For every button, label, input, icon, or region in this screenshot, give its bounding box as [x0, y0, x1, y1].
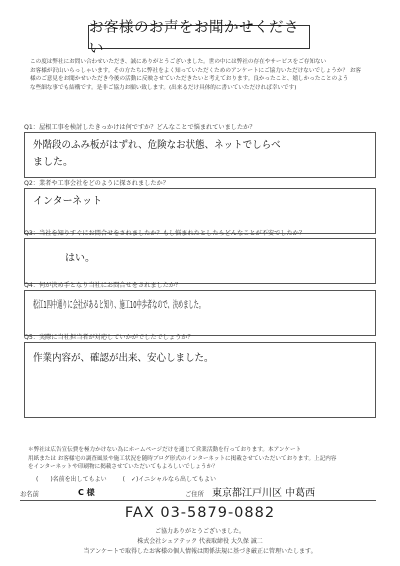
option-initials[interactable]: ( ✓)イニシャルなら出してもよい [122, 476, 216, 483]
page-title: お客様のお声をお聞かせください [88, 25, 310, 49]
answer-1-line-2: ました。 [33, 157, 73, 168]
intro-text [30, 58, 375, 92]
question-block-1 [24, 124, 376, 178]
answer-box-1 [24, 132, 376, 178]
answer-4-line-1: 松江1四中通りに会社があると知り、施工10中歩者なので、決めました。 [33, 300, 205, 311]
question-block-5 [24, 334, 376, 418]
question-3: Q3：当社を知りすぐにお問合せをされましたか？もし悩まれたとしたらどんなことが不安でしたか？ [24, 230, 306, 237]
note-line: ＊弊社は広告宣伝費を極力かけない為にホームページだけを通じて営業活動を行っております。本アンケート [28, 447, 302, 453]
note-line: 用紙または お客様宅の調査風景や施工状況を随時ブログ形式のインターネットに掲載させていただいております。上記内容 [28, 455, 337, 462]
question-4: Q4：何が決め手となり当社にお問合せをされましたか？ [24, 282, 182, 289]
fax-number: FAX 03-5879-0882 [124, 505, 276, 521]
question-block-3 [24, 230, 376, 284]
answer-box-4 [24, 290, 376, 336]
customer-address: 東京都江戸川区 中葛西 [212, 488, 316, 499]
thanks-text: ご協力ありがとうございました。 [154, 528, 245, 535]
privacy-text: 当アンケートで取得したお客様の個人情報は関係法規に基づき厳正に管理いたします。 [83, 548, 317, 555]
name-label: お名前 [20, 491, 39, 498]
intro-line: な些細な事でも結構です。是非ご協力お願い致します。(出来るだけ具体的に書いていただければ幸いです) [30, 84, 297, 91]
answer-box-2 [24, 188, 376, 234]
answer-5-line-1: 作業内容が、確認が出来、安心しました。 [33, 353, 214, 364]
question-2: Q2：業者や工事会社をどのように探されましたか？ [24, 180, 169, 187]
company-text: 株式会社シェアテック 代表取締役 大久保 誠二 [137, 538, 263, 545]
intro-line: この度は弊社にお問い合わせいただき、誠にありがとうございました。世の中には弊社の存在やサービスをご存知ない [30, 59, 327, 65]
answer-box-5 [24, 342, 376, 418]
customer-name: C 様 [78, 488, 95, 497]
question-5: Q5：実際に当社担当者が対応していかがでしたでしょうか？ [24, 334, 194, 341]
answer-box-3 [24, 238, 376, 284]
question-block-2 [24, 180, 376, 234]
consent-notes [28, 446, 378, 472]
intro-line: 様のご意見をお聞かせいただき今後の活動に反映させていただきたいと考えております。良かったこと、嬉しかったことのよう [30, 76, 349, 83]
answer-1-line-1: 外階段のふみ板がはずれ、危険なお状態、ネットでしらべ [33, 140, 281, 151]
question-block-4 [24, 282, 376, 336]
address-label: ご住所 [185, 491, 204, 498]
question-1: Q1：屋根工事を検討したきっかけは何ですか？どんなことで悩まれていましたか？ [24, 124, 256, 131]
option-full-name[interactable]: ( )名前を出してもよい [36, 476, 107, 483]
note-line: をインターネットや印刷物に掲載させていただいてもよろしいでしょうか？ [28, 464, 218, 470]
answer-3-line-1: はい。 [65, 253, 95, 264]
signature-row [20, 484, 376, 501]
intro-line: お客様が沢山いらっしゃいます。その方たちに弊社をよく知っていただくためのアンケートにご協力いただけないでしょうか？ お客 [30, 67, 362, 74]
answer-2-line-1: インターネット [33, 196, 103, 207]
publish-options [36, 474, 230, 483]
